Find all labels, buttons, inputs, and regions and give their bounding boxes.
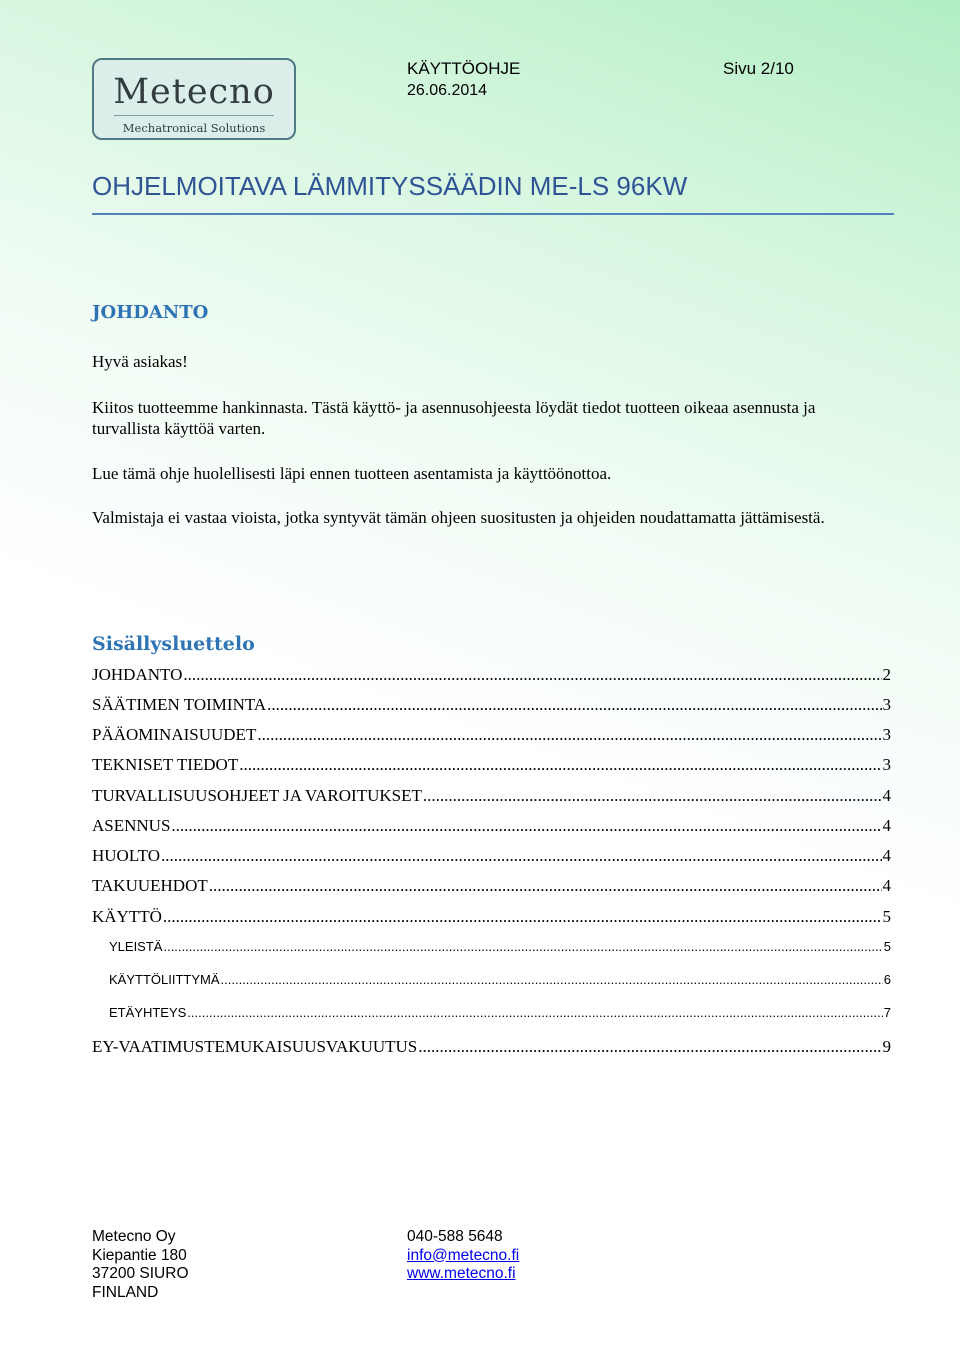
toc-entry-page: 9	[882, 1037, 891, 1056]
toc-entry-page: 3	[882, 725, 891, 744]
toc-entry-page: 2	[882, 665, 891, 684]
toc-entry-label: KÄYTTÖ	[92, 907, 162, 926]
toc-leader-dots	[239, 755, 881, 775]
toc-leader-dots	[209, 876, 882, 896]
toc-entry-page: 3	[882, 695, 891, 714]
toc-entry-page: 7	[883, 1005, 891, 1020]
footer-country: FINLAND	[92, 1283, 159, 1301]
footer-contact	[407, 1228, 519, 1284]
toc-leader-dots	[267, 695, 881, 715]
toc-leader-dots	[221, 972, 883, 987]
toc-leader-dots	[418, 1037, 881, 1057]
toc-entry-page: 5	[883, 939, 891, 954]
footer-company: Metecno Oy	[92, 1228, 176, 1245]
toc-entry-page: 3	[882, 755, 891, 774]
toc-entry[interactable]	[92, 1037, 891, 1059]
toc-entry-label: JOHDANTO	[92, 665, 183, 684]
toc-entry[interactable]	[92, 876, 891, 898]
toc-leader-dots	[171, 816, 881, 836]
toc-entry[interactable]	[92, 695, 891, 717]
toc-entry-label: PÄÄOMINAISUUDET	[92, 725, 257, 744]
toc-entry[interactable]	[92, 846, 891, 868]
toc-leader-dots	[163, 939, 882, 954]
document-title: OHJELMOITAVA LÄMMITYSSÄÄDIN ME-LS 96KW	[92, 171, 688, 201]
toc-leader-dots	[163, 907, 882, 927]
toc-entry[interactable]	[92, 786, 891, 808]
toc-entry-label: TEKNISET TIEDOT	[92, 755, 239, 774]
toc-leader-dots	[183, 665, 881, 685]
logo-subtitle: Mechatronical Solutions	[122, 121, 266, 135]
document-type: KÄYTTÖOHJE	[407, 59, 521, 78]
toc-entry-page: 4	[882, 816, 891, 835]
instruction-paragraph: Lue tämä ohje huolellisesti läpi ennen tuotteen asentamista ja käyttöönottoa.	[92, 464, 612, 483]
toc-leader-dots	[423, 786, 882, 806]
greeting-paragraph: Hyvä asiakas!	[92, 352, 188, 371]
toc-entry-label: SÄÄTIMEN TOIMINTA	[92, 695, 267, 714]
toc-subentry[interactable]	[92, 1005, 891, 1020]
toc-entry-label: HUOLTO	[92, 846, 161, 865]
footer-phone: 040-588 5648	[407, 1228, 503, 1245]
section-heading: JOHDANTO	[92, 302, 209, 323]
toc-entry-label: YLEISTÄ	[109, 939, 163, 954]
footer-email-link[interactable]: info@metecno.fi	[407, 1246, 520, 1264]
toc-entry-label: TURVALLISUUSOHJEET JA VAROITUKSET	[92, 786, 422, 805]
logo-name: Metecno	[113, 72, 275, 112]
toc-subentry[interactable]	[92, 939, 891, 954]
toc-leader-dots	[257, 725, 881, 745]
toc-leader-dots	[161, 846, 881, 866]
toc-entry-label: EY-VAATIMUSTEMUKAISUUSVAKUUTUS	[92, 1037, 418, 1056]
title-underline	[92, 213, 894, 215]
logo-divider	[114, 115, 274, 116]
footer-web-link[interactable]: www.metecno.fi	[407, 1265, 516, 1282]
toc-entry-label: ASENNUS	[92, 816, 171, 835]
toc-entry-page: 4	[882, 846, 891, 865]
toc-entry-label: TAKUUEHDOT	[92, 876, 208, 895]
footer-address	[92, 1228, 189, 1302]
toc-heading: Sisällysluettelo	[92, 633, 255, 655]
metecno-logo	[92, 58, 296, 140]
footer-street: Kiepantie 180	[92, 1246, 187, 1264]
toc-entry[interactable]	[92, 816, 891, 838]
toc-entry-label: ETÄYHTEYS	[109, 1005, 187, 1020]
disclaimer-paragraph: Valmistaja ei vastaa vioista, jotka syntyvät tämän ohjeen suositusten ja ohjeiden noudattamatta jättämisestä.	[92, 508, 825, 527]
footer-city: 37200 SIURO	[92, 1265, 189, 1282]
toc-entry-page: 4	[882, 876, 891, 895]
toc-subentry[interactable]	[92, 972, 891, 987]
page-number: Sivu 2/10	[723, 59, 794, 78]
toc-entry[interactable]	[92, 907, 891, 929]
toc-entry-label: KÄYTTÖLIITTYMÄ	[109, 972, 220, 987]
intro-paragraph: Kiitos tuotteemme hankinnasta. Tästä käyttö- ja asennusohjeesta löydät tiedot tuotteen oikeaa asennusta ja turvallista käyttöä varten.	[92, 398, 816, 438]
toc-leader-dots	[187, 1005, 882, 1020]
toc-entry[interactable]	[92, 725, 891, 747]
document-date: 26.06.2014	[407, 82, 488, 99]
toc-entry[interactable]	[92, 665, 891, 687]
toc-entry-page: 4	[882, 786, 891, 805]
toc-entry-page: 6	[883, 972, 891, 987]
toc-entry[interactable]	[92, 755, 891, 777]
toc-entry-page: 5	[882, 907, 891, 926]
